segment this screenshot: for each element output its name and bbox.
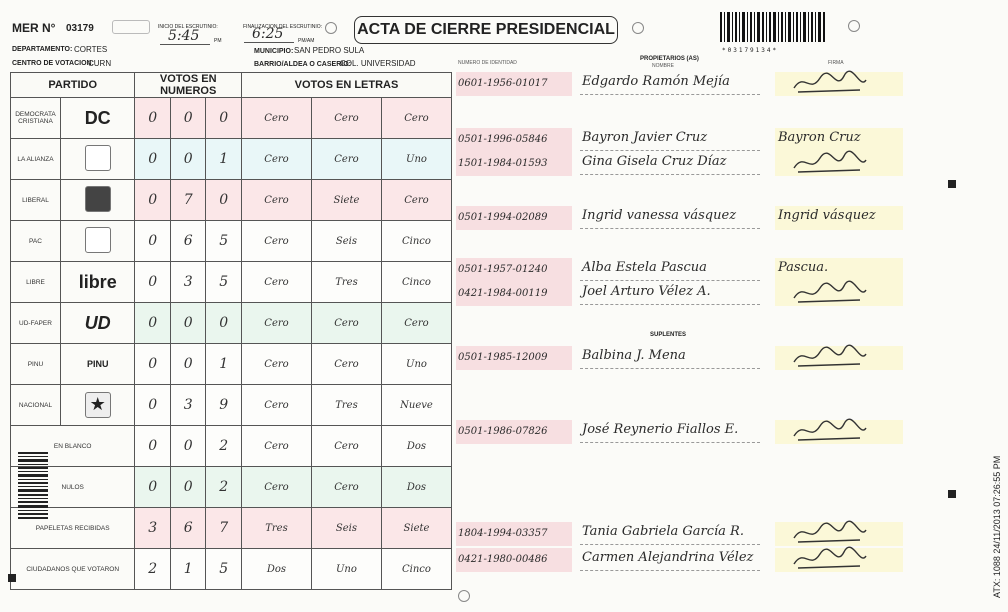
party-name: LA ALIANZA (11, 139, 61, 180)
vote-digit: 0 (135, 98, 171, 139)
vote-digit: 0 (135, 344, 171, 385)
side-barcode (18, 452, 54, 522)
signatory-name: Balbina J. Mena (582, 348, 686, 363)
vote-digit: 0 (170, 139, 206, 180)
vote-digit: 0 (206, 98, 242, 139)
signature-icon (790, 344, 870, 370)
signatory-name: José Reynerio Fiallos E. (582, 422, 739, 437)
name-line (580, 544, 760, 545)
party-logo-text: UD (84, 312, 111, 333)
vote-digit: 0 (135, 385, 171, 426)
mer-label: MER N° (12, 21, 56, 35)
vote-word: Uno (381, 139, 451, 180)
inicio-suffix: PM (214, 38, 222, 44)
vote-word: Nueve (381, 385, 451, 426)
signature-icon (790, 70, 870, 96)
signatory-name: Alba Estela Pascua (582, 260, 707, 275)
signature-icon (790, 418, 870, 444)
vote-digit: 7 (206, 508, 242, 549)
party-logo (60, 221, 134, 262)
vote-digit: 2 (206, 426, 242, 467)
centro-label: CENTRO DE VOTACION: (12, 60, 94, 67)
name-line (580, 150, 760, 151)
vote-digit: 0 (206, 303, 242, 344)
signatory-id: 1501-1984-01593 (458, 158, 548, 169)
vote-digit: 5 (206, 221, 242, 262)
party-logo-text: PINU (86, 359, 109, 369)
vote-word: Cero (381, 180, 451, 221)
mer-number: 03179 (66, 23, 94, 34)
vote-digit: 0 (135, 262, 171, 303)
vote-row (11, 467, 452, 508)
signatory-id: 0501-1994-02089 (458, 212, 548, 223)
party-emblem-icon: ★ (85, 392, 111, 418)
corner-mark-bl (8, 574, 16, 582)
signature-icon (790, 280, 870, 306)
party-emblem-icon (85, 227, 111, 253)
vote-word: Cero (311, 467, 381, 508)
vote-word: Cero (242, 385, 312, 426)
party-name: NULOS (11, 467, 135, 508)
suplentes-label: SUPLENTES (650, 332, 687, 338)
inicio-time: 5:45 (168, 28, 200, 44)
vote-word: Uno (381, 344, 451, 385)
vote-word: Cero (381, 303, 451, 344)
inicio-label: INICIO DEL ESCRUTINIO: (158, 24, 218, 30)
party-logo (60, 98, 134, 139)
party-logo (60, 385, 134, 426)
signatory-name: Bayron Javier Cruz (582, 130, 708, 145)
signatory-id: 1804-1994-03357 (458, 528, 548, 539)
party-logo (60, 139, 134, 180)
vote-word: Cinco (381, 262, 451, 303)
nombre-label: NOMBRE (652, 63, 674, 69)
party-logo (60, 344, 134, 385)
vote-digit: 0 (135, 180, 171, 221)
party-name: PAC (11, 221, 61, 262)
name-line (580, 570, 760, 571)
vote-word: Seis (311, 508, 381, 549)
fin-line (244, 42, 294, 43)
vote-digit: 0 (170, 467, 206, 508)
barrio-label: BARRIO/ALDEA O CASERIO: (254, 61, 351, 68)
signatory-id: 0501-1986-07826 (458, 426, 548, 437)
vote-digit: 5 (206, 549, 242, 590)
signatory-name: Gina Gisela Cruz Díaz (582, 154, 727, 169)
vote-digit: 0 (170, 344, 206, 385)
vote-word: Cero (311, 344, 381, 385)
party-logo (60, 303, 134, 344)
name-line (580, 304, 760, 305)
municipio-label: MUNICIPIO: (254, 48, 294, 55)
vote-digit: 1 (170, 549, 206, 590)
vote-word: Siete (381, 508, 451, 549)
vote-word: Uno (311, 549, 381, 590)
vote-word: Seis (311, 221, 381, 262)
vote-row (11, 180, 452, 221)
vote-digit: 5 (206, 262, 242, 303)
signatory-id: 0501-1985-12009 (458, 352, 548, 363)
vote-word: Dos (381, 467, 451, 508)
col-votos-letras: VOTOS EN LETRAS (242, 73, 452, 98)
vote-row (11, 508, 452, 549)
firma-label: FIRMA (828, 60, 844, 66)
vote-word: Cero (242, 180, 312, 221)
party-logo (60, 180, 134, 221)
vote-word: Tres (311, 385, 381, 426)
document-title: ACTA DE CIERRE PRESIDENCIAL (354, 16, 618, 44)
vote-word: Tres (311, 262, 381, 303)
vote-word: Dos (381, 426, 451, 467)
party-name: EN BLANCO (11, 426, 135, 467)
signatory-id: 0501-1996-05846 (458, 134, 548, 145)
name-line (580, 280, 760, 281)
vote-digit: 0 (170, 98, 206, 139)
vote-row (11, 221, 452, 262)
vote-word: Cero (381, 98, 451, 139)
vote-word: Cero (311, 98, 381, 139)
numero-identidad-label: NUMERO DE IDENTIDAD (458, 60, 517, 66)
departamento-label: DEPARTAMENTO: (12, 46, 73, 53)
vote-digit: 1 (206, 139, 242, 180)
vote-digit: 2 (206, 467, 242, 508)
registration-mark (325, 22, 337, 34)
vote-digit: 0 (135, 303, 171, 344)
fin-suffix: PM/AM (298, 38, 315, 44)
vote-row (11, 426, 452, 467)
fin-label: FINALIZACION DEL ESCRUTINIO: (243, 24, 322, 30)
signatory-name: Ingrid vanessa vásquez (582, 208, 737, 223)
vote-digit: 2 (135, 549, 171, 590)
vote-table (10, 72, 452, 590)
vote-word: Cero (242, 262, 312, 303)
corner-mark-r2 (948, 490, 956, 498)
barcode (720, 12, 828, 50)
vote-word: Cero (242, 98, 312, 139)
party-name: UD-FAPER (11, 303, 61, 344)
vote-body (11, 98, 452, 590)
barrio-value: COL. UNIVERSIDAD (340, 59, 416, 68)
vote-word: Cinco (381, 221, 451, 262)
print-stamp: ATX: 1088 24/11/2013 07:26:55 PM (992, 455, 1002, 598)
col-partido: PARTIDO (11, 73, 135, 98)
signatory-name: Joel Arturo Vélez A. (582, 284, 711, 299)
signature-icon (790, 520, 870, 546)
name-line (580, 442, 760, 443)
vote-digit: 0 (135, 221, 171, 262)
vote-digit: 0 (170, 426, 206, 467)
vote-digit: 3 (170, 262, 206, 303)
vote-row (11, 262, 452, 303)
signatory-name: Edgardo Ramón Mejía (582, 74, 730, 89)
vote-word: Cero (242, 303, 312, 344)
signature-text: Bayron Cruz (778, 130, 861, 145)
signatory-id: 0501-1957-01240 (458, 264, 548, 275)
party-name: LIBERAL (11, 180, 61, 221)
party-logo-text: DC (84, 107, 111, 128)
signatory-name: Carmen Alejandrina Vélez (582, 550, 754, 565)
party-name: PAPELETAS RECIBIDAS (11, 508, 135, 549)
vote-digit: 0 (170, 303, 206, 344)
vote-digit: 0 (135, 139, 171, 180)
vote-digit: 0 (135, 467, 171, 508)
municipio-value: SAN PEDRO SULA (294, 46, 365, 55)
vote-row (11, 549, 452, 590)
vote-word: Cero (242, 344, 312, 385)
registration-mark-bottom (458, 590, 470, 602)
vote-word: Siete (311, 180, 381, 221)
vote-word: Cero (311, 139, 381, 180)
col-votos-numeros: VOTOS EN NUMEROS (135, 73, 242, 98)
vote-word: Cinco (381, 549, 451, 590)
signatory-name: Tania Gabriela García R. (582, 524, 744, 539)
vote-digit: 0 (135, 426, 171, 467)
party-name: CIUDADANOS QUE VOTARON (11, 549, 135, 590)
vote-row (11, 344, 452, 385)
vote-word: Cero (242, 426, 312, 467)
signatory-id: 0421-1980-00486 (458, 554, 548, 565)
vote-word: Cero (311, 303, 381, 344)
party-logo-text: libre (78, 271, 117, 292)
party-name: PINU (11, 344, 61, 385)
centro-value: CURN (88, 59, 112, 68)
vote-digit: 3 (170, 385, 206, 426)
party-logo (60, 262, 134, 303)
vote-digit: 0 (206, 180, 242, 221)
name-line (580, 228, 760, 229)
signature-text: Pascua. (778, 260, 829, 275)
vote-digit: 6 (170, 508, 206, 549)
vote-digit: 9 (206, 385, 242, 426)
signatory-id: 0421-1984-00119 (458, 288, 548, 299)
registration-mark-far (848, 20, 860, 32)
barcode-text: *03179134* (722, 47, 779, 54)
vote-digit: 6 (170, 221, 206, 262)
name-line (580, 368, 760, 369)
fin-time: 6:25 (252, 26, 284, 42)
signatory-id: 0601-1956-01017 (458, 78, 548, 89)
vote-digit: 3 (135, 508, 171, 549)
vote-digit: 1 (206, 344, 242, 385)
party-emblem-icon (85, 145, 111, 171)
name-line (580, 174, 760, 175)
vote-word: Dos (242, 549, 312, 590)
signature-icon (790, 546, 870, 572)
mer-stamp (112, 20, 150, 34)
vote-row (11, 98, 452, 139)
signature-icon (790, 150, 870, 176)
vote-word: Cero (242, 467, 312, 508)
vote-word: Cero (242, 221, 312, 262)
propietarios-label: PROPIETARIOS (AS) (640, 56, 699, 62)
inicio-line (160, 44, 210, 45)
party-name: NACIONAL (11, 385, 61, 426)
corner-mark-r1 (948, 180, 956, 188)
party-name: DEMOCRATA CRISTIANA (11, 98, 61, 139)
party-emblem-icon (85, 186, 111, 212)
vote-word: Cero (311, 426, 381, 467)
vote-row (11, 303, 452, 344)
party-name: LIBRE (11, 262, 61, 303)
departamento-value: CORTES (74, 45, 108, 54)
signature-text: Ingrid vásquez (778, 208, 876, 223)
vote-digit: 7 (170, 180, 206, 221)
name-line (580, 94, 760, 95)
registration-mark-right (632, 22, 644, 34)
vote-word: Tres (242, 508, 312, 549)
vote-row (11, 139, 452, 180)
vote-word: Cero (242, 139, 312, 180)
vote-row (11, 385, 452, 426)
